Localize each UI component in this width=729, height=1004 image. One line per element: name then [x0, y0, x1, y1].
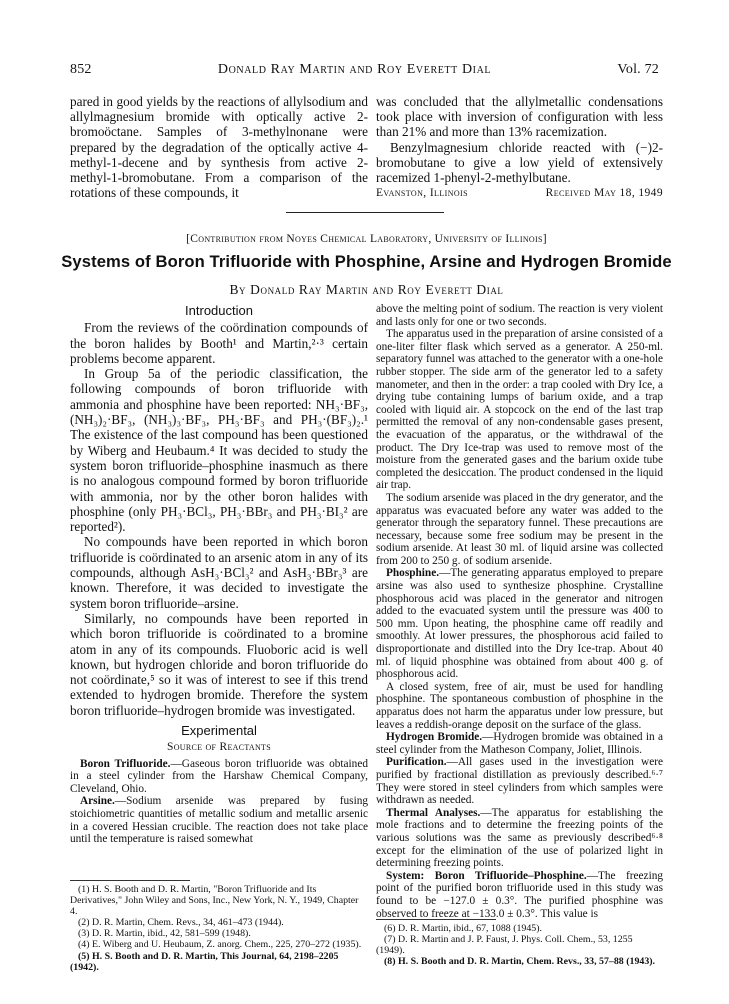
sources-subheading: Source of Reactants [167, 741, 271, 754]
closed-system-paragraph: A closed system, free of air, must be used for handling phosphine. The spontaneous combustion of phosphine in the apparatus does not harm the apparatus under low pressure, but leaves a reddish-orange deposit on the surface of the glass. [376, 680, 663, 731]
phosphine-text: —The generating apparatus employed to prepare arsine was also used to synthesize phosphine. Crystalline phosphorous acid was placed in the generator and nitrogen added to the evacuated system until the pressure was 400 to 500 mm. Upon heating, the phosphine came off readily and smoothly. At lower pressures, the phosphorous acid failed to disproportionate and distilled into the Dry Ice-trap. About 40 ml. of liquid phosphine was obtained from about 400 g. of phosphorous acid. [376, 567, 663, 681]
footnote-rule-left [70, 880, 190, 881]
footnote-7: (7) D. R. Martin and J. P. Faust, J. Phys. Coll. Chem., 53, 1255 (1949). [376, 934, 633, 957]
system-phosphine-paragraph [376, 870, 663, 920]
footnotes-right [376, 923, 663, 967]
page-number: 852 [70, 62, 92, 77]
thermal-analyses-text: —The apparatus for establishing the mole fractions and to determine the freezing points of the various solutions was the same as previously described⁶·⁸ except for the elimination of the use of polarized light in determining freezing points. [376, 806, 663, 870]
intro-paragraph-2: In Group 5a of the periodic classification, the following compounds of boron trifluoride with ammonia and phosphine have been reported: NH₃·BF₃, (NH₃)₂·BF₃, (NH₃)₃·BF₃, PH₃·BF₃ and PH₃·(BF₃)₂.¹ The existence of the last compound has been questioned by Wiberg and Heubaum.⁴ It was decided to study the system boron trifluoride–phosphine inasmuch as there is no analogous compound formed by boron trifluoride with ammonia, nor by the other boron halides with phosphine (only PH₃·BCl₃, PH₃·BBr₃ and PH₃·BI₃² are reported²). [70, 366, 368, 535]
purification-text: —All gases used in the investigation were purified by fractional distillation as previously described.⁶·⁷ They were stored in steel cylinders from which samples were withdrawn as needed. [376, 756, 663, 807]
previous-article-received-date: Received May 18, 1949 [545, 187, 663, 200]
contribution-line: [Contribution from Noyes Chemical Laboratory, University of Illinois] [186, 233, 547, 245]
hydrogen-bromide-text: —Hydrogen bromide was obtained in a steel cylinder from the Matheson Company, Joliet, Illinois. [376, 731, 663, 756]
purification-label: Purification. [386, 756, 447, 769]
previous-article-location: Evanston, Illinois [376, 187, 468, 200]
experimental-heading: Experimental [181, 723, 257, 739]
article-divider [286, 212, 444, 213]
sodium-arsenide-paragraph: The sodium arsenide was placed in the dry generator, and the apparatus was evacuated before any water was added to the generator through the separatory funnel. These precautions are necessary, because some free sodium may be present in the sodium arsenide. At least 30 ml. of liquid arsine was collected from 200 to 250 g. of sodium arsenide. [376, 491, 663, 567]
sodium-reaction-paragraph: above the melting point of sodium. The reaction is very violent and lasts only for one or two seconds. [376, 303, 663, 328]
boron-trifluoride-paragraph [70, 758, 368, 796]
phosphine-label: Phosphine. [386, 567, 440, 580]
footnote-2: (2) D. R. Martin, Chem. Revs., 34, 461–473 (1944). [78, 917, 284, 929]
footnotes-left [70, 884, 368, 973]
footnote-3: (3) D. R. Martin, ibid., 42, 581–599 (1948). [78, 928, 251, 940]
footnote-rule-right [376, 919, 496, 920]
body-left-column [70, 303, 368, 846]
arsine-label: Arsine. [80, 795, 115, 808]
arsine-paragraph [70, 795, 368, 845]
footnote-4: (4) E. Wiberg and U. Heubaum, Z. anorg. Chem., 225, 270–272 (1935). [78, 939, 362, 951]
footnote-8: (8) H. S. Booth and D. R. Martin, Chem. Revs., 33, 57–88 (1943). [384, 956, 656, 968]
arsine-text: —Sodium arsenide was prepared by fusing stoichiometric quantities of metallic sodium and metallic arsenic in a covered Hessian crucible. The reaction does not take place until the temperature is raised somewhat [70, 795, 368, 846]
purification-paragraph [376, 756, 663, 806]
apparatus-paragraph: The apparatus used in the preparation of arsine consisted of a one-liter filter flask which served as a generator. A 250-ml. separatory funnel was attached to the generator with a one-hole rubber stopper. The side arm of the generator led to a safety manometer, and then in the order: a trap cooled with Dry Ice, a drying tube containing lumps of barium oxide, and a trap cooled with liquid air. A stopcock on the end of the last trap permitted the removal of any non-condensable gases present, the evacuation of the apparatus, or the withdrawal of the product. The Dry Ice-trap was used to remove most of the moisture from the generated gases and the barium oxide tube completed the desiccation. The product condensed in the liquid air trap. [376, 328, 663, 492]
running-head-authors: Donald Ray Martin and Roy Everett Dial [217, 62, 492, 77]
intro-paragraph-3: No compounds have been reported in which boron trifluoride is coördinated to an arsenic atom in any of its compounds, although AsH₃·BCl₃² and AsH₃·BBr₃³ are known. Therefore, it was decided to investigate the system boron trifluoride–arsine. [70, 534, 368, 611]
article-byline: By Donald Ray Martin and Roy Everett Dial [229, 282, 504, 297]
hydrogen-bromide-paragraph [376, 731, 663, 756]
article-title: Systems of Boron Trifluoride with Phosphine, Arsine and Hydrogen Bromide [61, 252, 672, 271]
introduction-heading: Introduction [185, 303, 253, 318]
boron-trifluoride-label: Boron Trifluoride. [80, 757, 171, 770]
intro-paragraph-1: From the reviews of the coördination compounds of the boron halides by Booth¹ and Martin,²·³ certain problems become apparent. [70, 320, 368, 366]
previous-article-paragraph: pared in good yields by the reactions of allylsodium and allylmagnesium bromide with optically active 2-bromoöctane. Samples of 3-methylnonane were prepared by the degradation of the optically active 4-methyl-1-decene and by synthesis from active 2-methyl-1-bromobutane. From a comparison of the rotations of these compounds, it [70, 94, 368, 201]
body-right-column [376, 303, 663, 920]
thermal-analyses-label: Thermal Analyses. [386, 806, 481, 819]
volume-number: Vol. 72 [617, 62, 659, 77]
previous-article-conclusion: was concluded that the allylmetallic condensations took place with inversion of configuration with less than 21% and more than 13% racemization. [376, 94, 663, 140]
previous-article-left-column [70, 94, 368, 200]
running-head [70, 62, 659, 78]
footnote-6: (6) D. R. Martin, ibid., 67, 1088 (1945). [384, 923, 542, 934]
reactants-section [70, 758, 368, 846]
boron-trifluoride-text: —Gaseous boron trifluoride was obtained in a steel cylinder from the Harshaw Chemical Company, Cleveland, Ohio. [70, 757, 368, 795]
hydrogen-bromide-label: Hydrogen Bromide. [386, 731, 483, 744]
system-phosphine-text: —The freezing point of the purified boron trifluoride used in this study was found to be −127.0 ± 0.3°. The purified phosphine was observed to freeze at −133.0 ± 0.3°. This value is [376, 869, 663, 920]
footnote-1: (1) H. S. Booth and D. R. Martin, "Boron Trifluoride and Its Derivatives," John Wiley and Sons, Inc., New York, N. Y., 1949, Chapter 4. [70, 884, 359, 918]
intro-paragraph-4: Similarly, no compounds have been reported in which boron trifluoride is coördinated to a bromine atom in any of its compounds. Fluoboric acid is well known, but hydrogen chloride and boron trifluoride do not coördinate,⁵ so it was of interest to see if this trend extended to hydrogen bromide. Therefore the system boron trifluoride–hydrogen bromide was investigated. [70, 610, 368, 718]
system-phosphine-label: System: Boron Trifluoride–Phosphine. [386, 869, 587, 882]
previous-article-right-column [376, 94, 663, 201]
previous-article-benzyl-paragraph: Benzylmagnesium chloride reacted with (−)2-bromobutane to give a low yield of extensively racemized 1-phenyl-2-methylbutane. [376, 139, 663, 186]
phosphine-paragraph [376, 567, 663, 680]
previous-article-signature [376, 186, 663, 201]
footnote-5: (5) H. S. Booth and D. R. Martin, This Journal, 64, 2198–2205 (1942). [70, 950, 339, 973]
thermal-analyses-paragraph [376, 807, 663, 870]
